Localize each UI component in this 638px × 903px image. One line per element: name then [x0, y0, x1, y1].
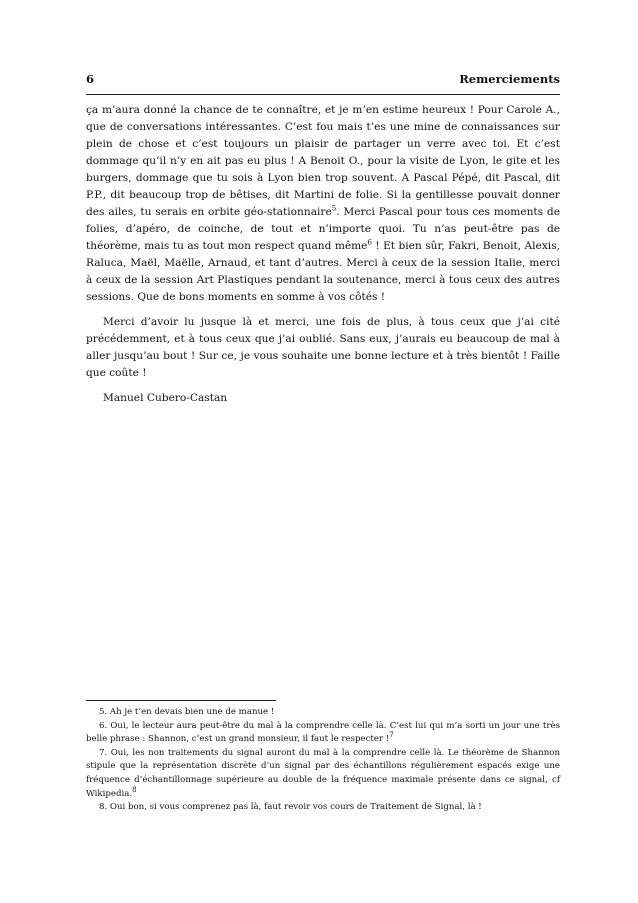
- paragraph-1-part-a: ça m’aura donné la chance de te connaître, et je m’en estime heureux ! Pour Carole A., que de conversations intéressantes. C’est fou mais t’es une mine de connaissances sur plein de chose et c’est toujours un plaisir de partager un verre avec toi. Et c’est dommage qu’il n’y en ait pas eu plus ! A Benoit O., pour la visite de Lyon, le gite et les burgers, dommage que tu sois à Lyon bien trop souvent. A Pascal Pépé, dit Pascal, dit P.P., dit beaucoup trop de bêtises, dit Martini de folie. Si la gentillesse pouvait donner des ailes, tu serais en orbite géo-stationnaire: [86, 104, 560, 218]
- footnote-6: [86, 720, 560, 747]
- paragraph-1-part-c: ! Et bien sûr, Fakri, Benoit, Alexis, Raluca, Maël, Maëlle, Arnaud, et tant d’autres. Merci à ceux de la session Italie, merci à ceux de la session Art Plastiques pendant la soutenance, merci à tous ceux des autres sessions. Que de bons moments en somme à vos côtés !: [86, 240, 560, 303]
- footnote-7: [86, 747, 560, 801]
- footnote-ref-7[interactable]: 7: [389, 731, 394, 740]
- header-rule: [86, 94, 560, 95]
- main-text: [86, 102, 560, 415]
- footnote-8: 8. Oui bon, si vous comprenez pas là, faut revoir vos cours de Traitement de Signal, là !: [99, 802, 482, 813]
- signature: Manuel Cubero-Castan: [103, 392, 228, 404]
- paragraph-2: Merci d’avoir lu jusque là et merci, une fois de plus, à tous ceux que j’ai cité précédemment, et à tous ceux que j’ai oublié. Sans eux, j’aurais eu beaucoup de mal à aller jusqu’au bout ! Sur ce, je vous souhaite une bonne lecture et à très bientôt ! Faille que coûte !: [86, 316, 560, 379]
- footnote-ref-8[interactable]: 8: [132, 785, 137, 794]
- footnote-5: 5. Ah je t’en devais bien une de manue !: [99, 707, 275, 717]
- footnotes: [86, 706, 560, 815]
- page-header: [86, 72, 560, 88]
- paragraph-1: [86, 102, 560, 306]
- footnote-rule: [86, 700, 276, 701]
- footnote-7-text: 7. Oui, les non traitements du signal auront du mal à la comprendre celle là. Le théorème de Shannon stipule que la représentation discrète d’un signal par des échantillons régulièrement espacés exige une fréquence d’échantillonnage supérieure au double de la fréquence maximale présente dans ce signal, cf Wikipedia.: [86, 747, 560, 799]
- footnote-6-text: 6. Oui, le lecteur aura peut-être du mal à la comprendre celle là. C’est lui qui m’a sorti un jour une très belle phrase : Shannon, c’est un grand monsieur, il faut le respecter !: [86, 720, 560, 745]
- page-number: 6: [86, 72, 95, 86]
- paragraph-1-part-b: . Merci Pascal pour tous ces moments de folies, d’apéro, de coinche, de tout et n’importe quoi. Tu n’as peut-être pas de théorème, mais tu as tout mon respect quand même: [86, 206, 560, 252]
- running-title: Remerciements: [459, 72, 560, 86]
- footnote-ref-6[interactable]: 6: [367, 238, 372, 247]
- footnote-ref-5[interactable]: 5: [331, 204, 337, 213]
